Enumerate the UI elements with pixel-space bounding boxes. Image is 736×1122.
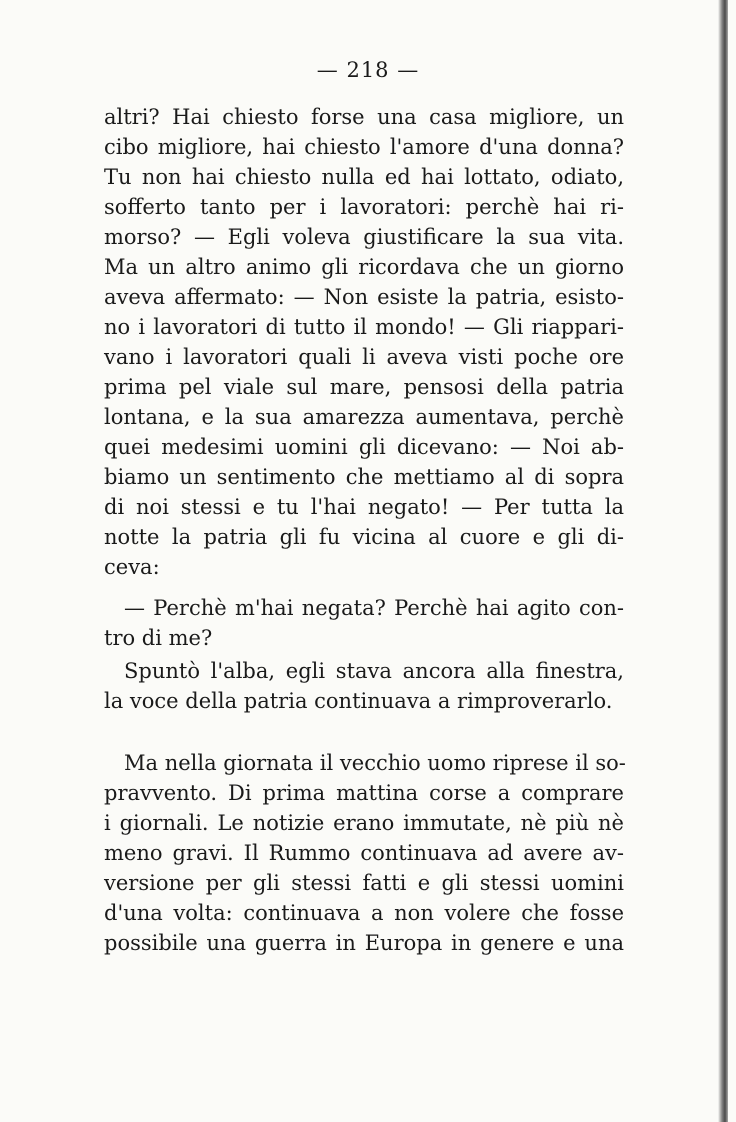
text-line: possibile una guerra in Europa in genere e una — [104, 931, 624, 955]
text-line: Spuntò l'alba, egli stava ancora alla finestra, — [124, 659, 624, 683]
text-line: versione per gli stessi fatti e gli stessi uomini — [104, 871, 624, 895]
text-line: vano i lavoratori quali li aveva visti poche ore — [104, 345, 624, 369]
paragraph-1 — [104, 102, 624, 582]
text-line: di noi stessi e tu l'hai negato! — Per tutta la — [104, 495, 624, 519]
text-line: notte la patria gli fu vicina al cuore e gli di- — [104, 525, 624, 549]
text-line: Tu non hai chiesto nulla ed hai lottato, odiato, — [104, 165, 624, 189]
text-line: sofferto tanto per i lavoratori: perchè hai ri- — [104, 195, 624, 219]
text-line: quei medesimi uomini gli dicevano: — Noi ab- — [104, 435, 624, 459]
text-line: i giornali. Le notizie erano immutate, nè più nè — [104, 811, 624, 835]
text-line: lontana, e la sua amarezza aumentava, perchè — [104, 405, 624, 429]
text-line: cibo migliore, hai chiesto l'amore d'una donna? — [104, 135, 624, 159]
text-line: altri? Hai chiesto forse una casa migliore, un — [104, 105, 624, 129]
paragraph-2 — [104, 593, 624, 653]
paragraph-3 — [104, 656, 624, 716]
text-line: — Perchè m'hai negata? Perchè hai agito con- — [124, 596, 624, 620]
text-line: Ma un altro animo gli ricordava che un giorno — [104, 255, 624, 279]
text-line: Ma nella giornata il vecchio uomo riprese il so- — [124, 751, 626, 775]
paragraph-4 — [104, 748, 624, 958]
text-line: meno gravi. Il Rummo continuava ad avere av- — [104, 841, 624, 865]
text-line: ceva: — [104, 555, 160, 579]
text-line: morso? — Egli voleva giustificare la sua vita. — [104, 225, 624, 249]
page-binding-edge — [718, 0, 728, 1122]
text-line: aveva affermato: — Non esiste la patria, esisto- — [104, 285, 624, 309]
text-line: biamo un sentimento che mettiamo al di sopra — [104, 465, 624, 489]
text-line: pravvento. Di prima mattina corse a comprare — [104, 781, 624, 805]
text-line: no i lavoratori di tutto il mondo! — Gli riappari- — [104, 315, 624, 339]
page-number: — 218 — — [316, 58, 420, 82]
text-line: la voce della patria continuava a rimproverarlo. — [104, 689, 613, 713]
text-line: d'una volta: continuava a non volere che fosse — [104, 901, 624, 925]
text-line: prima pel viale sul mare, pensosi della patria — [104, 375, 624, 399]
text-line: tro di me? — [104, 626, 213, 650]
